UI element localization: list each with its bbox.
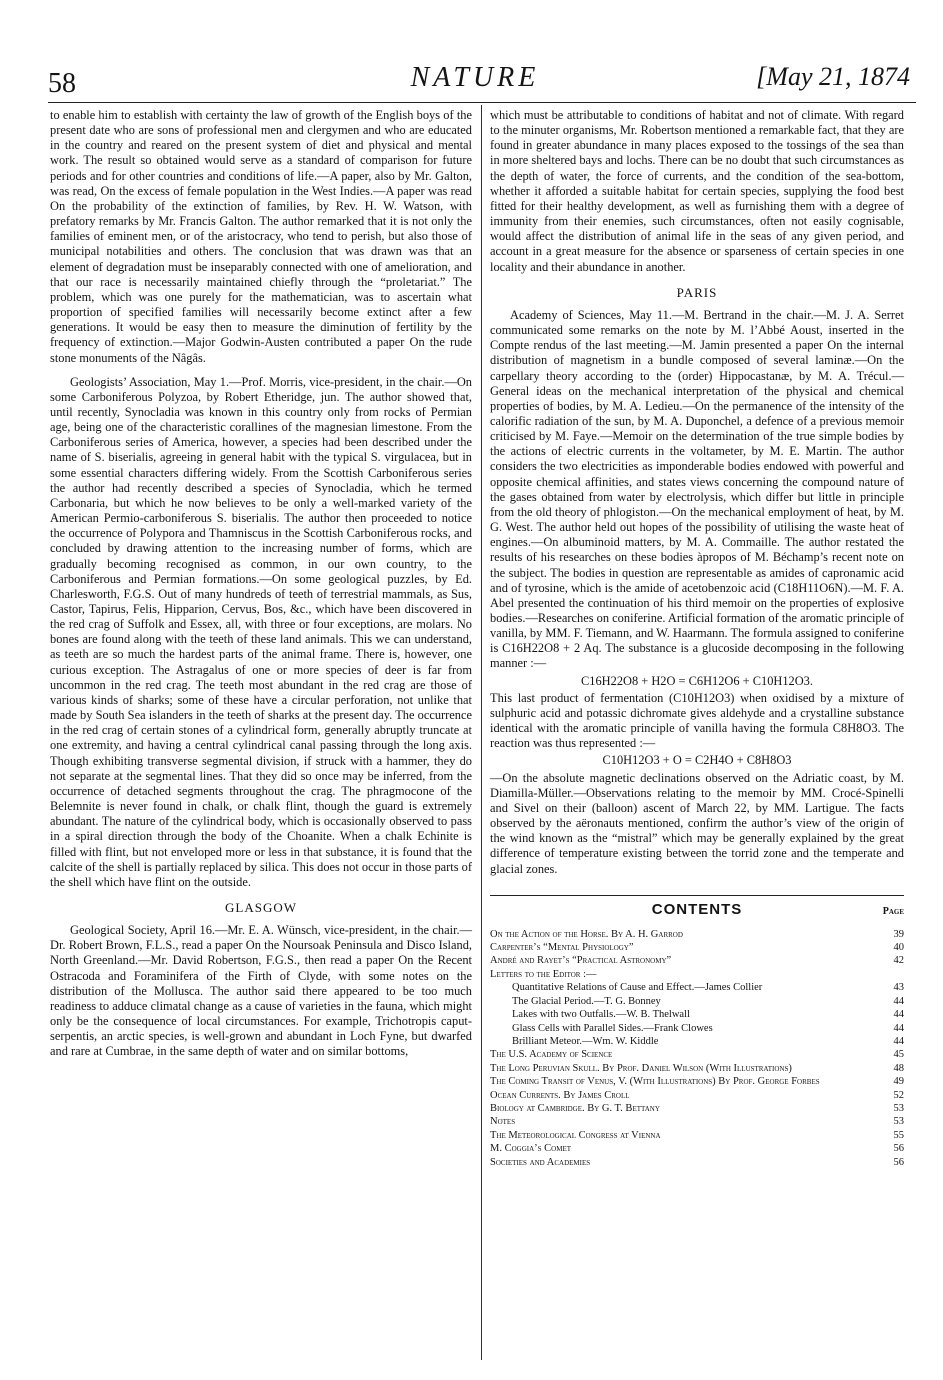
- contents-item-title: Carpenter’s “Mental Physiology”: [490, 942, 634, 954]
- geologists-association-paragraph: Geologists’ Association, May 1.—Prof. Morris, vice-president, in the chair.—On some Carboniferous Polyzoa, by Robert Etheridge, jun. The author showed that, until recently, Synocladia was known in this country only from rocks of Permian age, being one of the characteristic corallines of the magnesian limestone. From the Carboniferous series of America, however, a species had been described under the name of S. biserialis, agreeing in general habit with the typical S. virgulacea, but in some essential characters differing widely. From the Scottish Carboniferous series the author had recently described a species of Synocladia, which he termed Carbonaria, but which he now believes to be only a well-marked variety of the American Permio-carboniferous S. biserialis. The author then proceeded to notice the occurrence of Polypora and Thamniscus in the Scottish Carboniferous rocks, and concluded by drawing attention to the increasing number of forms, which are gradually becoming recognised as common, in our own country, to the Carboniferous and Permian formations.—On some geological puzzles, by Ed. Charlesworth, F.G.S. Out of many hundreds of teeth of terrestrial mammals, as Sus, Castor, Tapirus, Felis, Hipparion, Cervus, Bos, &c., which have been discovered in the red crag of Suffolk and Essex, all, with three or four exceptions, are molars. No bones are found along with the teeth of these land animals. This we can understand, as teeth are so much the hardest parts of the animal frame. There is, however, one curious exception. The Astragalus of one or more species of deer is far from uncommon in the red crag. The teeth most abundant in the red crag are those of various kinds of sharks; some of these have a circular perforation, not unlike that made by South Sea islanders in the teeth of sharks at the present day. The occurrence in the red crag of certain stones of a cylindrical form, generally abruptly truncate at one extremity, and having a central cylindrical canal passing through the long axis. Though exhibiting transverse segmental division, if struck with a hammer, they do not separate at the segmental lines. That they did so once may be inferred, from the occurrence of detached segments throughout the crag. The phragmocone of the Belemnite is never found in chalk, or chalk flint, though the guard is extremely abundant. The nature of the cylindrical body, which is occasionally observed to pass in a spiral direction through the body of the Choanite. When a chalk Echinite is filled with flint, but not enveloped more or less in that substance, it is found that the calcite of the shell is partially replaced by silica. This does not occur in those parts of the shell which have flint on the outside.: [50, 374, 472, 889]
- contents-item-page: 44: [893, 1035, 904, 1047]
- contents-item-page: 55: [893, 1129, 904, 1141]
- contents-item-page: 45: [893, 1049, 904, 1061]
- contents-item-page: 39: [893, 928, 904, 940]
- contents-item-page: 40: [893, 942, 904, 954]
- contents-item: [490, 1142, 904, 1155]
- contents-item: [490, 1089, 904, 1102]
- contents-item-title: Glass Cells with Parallel Sides.—Frank Clowes: [512, 1022, 713, 1034]
- contents-item-page: 53: [893, 1102, 904, 1114]
- contents-item-title: The Glacial Period.—T. G. Bonney: [512, 995, 661, 1007]
- contents-item: [490, 1048, 904, 1061]
- contents-item-page: 52: [893, 1089, 904, 1101]
- contents-item-page: 49: [893, 1076, 904, 1088]
- column-divider: [481, 105, 482, 1360]
- contents-item-page: 56: [893, 1156, 904, 1168]
- galton-paragraph: to enable him to establish with certainty the law of growth of the English boys of the present date who are sons of professional men and clergymen and who are educated in the country and reared on the present system of diet and physical and mental work. The result so obtained would serve as a standard of comparison for future periods and for other countries and conditions of life.—A paper, also by Mr. Galton, was read, On the excess of female population in the West Indies.—A paper was read On the probability of the extinction of families, by Rev. H. W. Watson, with prefatory remarks by Mr. Francis Galton. The author remarked that it is not only the families of eminent men, or of the aristocracy, who tend to perish, but also those of municipal notabilities and others. The conclusion that was drawn was that an element of degradation must be inseparably connected with one of amelioration, and that our race is necessarily maintained chiefly through the “proletariat.” The problem, which was one purely for the mathematician, was to ascertain what proportion of specified families will necessarily become extinct after a few generations. It would be easy then to measure the diminution of fertility by the frequency of extinction.—Major Godwin-Austen contributed a paper On the rude stone monuments of the Nâgâs.: [50, 108, 472, 365]
- contents-item-title: Lakes with two Outfalls.—W. B. Thelwall: [512, 1009, 690, 1021]
- formula-reaction: C10H12O3 + O = C2H4O + C8H8O3: [602, 753, 792, 768]
- fermentation-paragraph: This last product of fermentation (C10H12O3) when oxidised by a mixture of sulphuric acid and potassic dichromate gives aldehyde and a crystalline substance identical with the aromatic principle of vanilla having the formula C8H8O3. The reaction was thus represented :—: [490, 690, 904, 751]
- left-column: [50, 108, 472, 1060]
- contents-list: [490, 928, 904, 1169]
- contents-item-page: 44: [893, 1009, 904, 1021]
- contents-item-title: The Coming Transit of Venus, V. (With Illustrations) By Prof. George Forbes: [490, 1076, 820, 1088]
- contents-item: [490, 1022, 904, 1035]
- contents-item-title: Ocean Currents. By James Croll: [490, 1089, 630, 1101]
- robertson-continuation-paragraph: which must be attributable to conditions of habitat and not of climate. With regard to the minuter organisms, Mr. Robertson mentioned a remarkable fact, that they are found in greater abundance in many places exposed to the tossings of the sea than in more sheltered bays and lochs. There can be no doubt that such circumstances as the depth of water, the force of currents, and the condition of the sea-bottom, whether it afforded a suitable habitat for certain species, supplying the food best fitted for their healthy development, as well as furnishing them with a degree of immunity from their enemies, such circumstances, often not easily cognisable, would affect the distribution of animal life in the seas of any given period, and account in a great measure for the absence or sparseness of certain species in one locality and their abundance in another.: [490, 108, 904, 274]
- contents-item-title: Letters to the Editor :—: [490, 968, 597, 980]
- contents-item: [490, 1129, 904, 1142]
- glasgow-heading: GLASGOW: [225, 899, 297, 915]
- contents-item: [490, 995, 904, 1008]
- contents-item: [490, 968, 904, 981]
- contents-item-title: The U.S. Academy of Science: [490, 1049, 613, 1061]
- contents-item-page: 42: [893, 955, 904, 967]
- issue-date: [May 21, 1874: [756, 62, 910, 91]
- contents-item-page: 56: [893, 1143, 904, 1155]
- contents-item: [490, 1035, 904, 1048]
- page-number: 58: [48, 68, 76, 99]
- contents-item-page: 44: [893, 995, 904, 1007]
- contents-item-title: Quantitative Relations of Cause and Effect.—James Collier: [512, 982, 763, 994]
- glasgow-geological-society-paragraph: Geological Society, April 16.—Mr. E. A. Wünsch, vice-president, in the chair.—Dr. Robert Brown, F.L.S., read a paper On the Noursoak Peninsula and Disco Island, North Greenland.—Mr. David Robertson, F.G.S., then read a paper On the Recent Ostracoda and Foraminifera of the Firth of Clyde, with some notes on the distribution of the Mollusca. The author said there appeared to be too much readiness to adduce climatal change as a cause of varieties in the fauna, which might only be the consequence of local circumstances. For example, Trichotropis caput-serpentis, an arctic species, is well-grown and abundant in Loch Fyne, but dwarfed and rare at Cumbrae, in the same depth of water and on similar bottoms,: [50, 923, 472, 1059]
- contents-item: [490, 1008, 904, 1021]
- contents-item-page: 53: [893, 1116, 904, 1128]
- contents-section: [490, 895, 904, 1169]
- declinations-paragraph: —On the absolute magnetic declinations observed on the Adriatic coast, by M. Diamilla-Müller.—Observations relating to the memoir by MM. Crocé-Spinelli and Sivel on their (balloon) ascent of March 22, by MM. Lartigue. The facts observed by the aëronauts mentioned, confirm the author’s view of the origin of the wind known as the “mistral” which may be generally explained by the great difference of temperature existing between the torrid zone and the temperate and glacial zones.: [490, 770, 904, 876]
- journal-title: NATURE: [410, 62, 540, 93]
- contents-item: [490, 1156, 904, 1169]
- contents-item: [490, 1075, 904, 1088]
- contents-item-page: 48: [893, 1062, 904, 1074]
- contents-item: [490, 1062, 904, 1075]
- contents-item: [490, 941, 904, 954]
- contents-item: [490, 954, 904, 967]
- header-rule: [48, 102, 916, 103]
- contents-item-page: [880, 968, 904, 981]
- contents-page-heading: Page: [882, 905, 904, 917]
- page-header: [40, 60, 910, 100]
- formula-coniferine: C16H22O8 + H2O = C6H12O6 + C10H12O3.: [581, 673, 813, 688]
- contents-item-title: Notes: [490, 1116, 516, 1128]
- contents-item: [490, 981, 904, 994]
- contents-item-title: The Long Peruvian Skull. By Prof. Daniel Wilson (With Illustrations): [490, 1062, 792, 1074]
- contents-item-title: The Meteorological Congress at Vienna: [490, 1129, 661, 1141]
- contents-item: [490, 928, 904, 941]
- contents-item-page: 43: [893, 982, 904, 994]
- paris-heading: PARIS: [676, 284, 718, 300]
- contents-item-page: 44: [893, 1022, 904, 1034]
- contents-item: [490, 1115, 904, 1128]
- right-column: [490, 108, 904, 1169]
- contents-item-title: André and Rayet’s “Practical Astronomy”: [490, 955, 672, 967]
- contents-item-title: M. Coggia’s Comet: [490, 1143, 571, 1155]
- contents-header: [490, 902, 904, 924]
- contents-item-title: Biology at Cambridge. By G. T. Bettany: [490, 1102, 660, 1114]
- contents-title: CONTENTS: [651, 900, 743, 918]
- contents-item-title: Brilliant Meteor.—Wm. W. Kiddle: [512, 1035, 659, 1047]
- academy-of-sciences-paragraph: Academy of Sciences, May 11.—M. Bertrand in the chair.—M. J. A. Serret communicated some remarks on the note by M. l’Abbé Aoust, inserted in the Compte rendus of the last meeting.—M. Jamin presented a paper On the internal distribution of magnetism in a bundle composed of several laminæ.—On the carpellary theory according to the (order) Hippocastanæ, by M. A. Trécul.—General ideas on the mechanical interpretation of the physical and chemical properties of bodies, by M. A. Ledieu.—On the permanence of the intensity of the calorific radiation of the sun, by M. A. Duponchel, a defence of a previous memoir criticised by M. Faye.—Memoir on the determination of the true simple bodies by the actions of electric currents in the voltameter, by M. E. Martin. The author considers the two electricities as imponderable bodies endowed with powerful and opposite chemical affinities, and states views concerning the compound nature of the gases obtained from water by electrolysis, which differ but little in principle from the old theory of phlogiston.—On the mechanical employment of heat, by M. G. West. The author held out hopes of the possibility of utilising the waste heat of engines.—On albuminoid matters, by M. A. Commaille. The author restated the results of his researches on these bodies àpropos of M. Béchamp’s recent note on the subject. The bodies in question are representable as amides of capronamic acid and of tyrosine, which is the amide of acetobenzoic acid (C18H11O6N).—M. F. A. Abel presented the continuation of his third memoir on the properties of explosive bodies.—Researches on coniferine. Artificial formation of the aromatic principle of vanilla, by MM. F. Tiemann, and W. Haarmann. The formula assigned to coniferine is C16H22O8 + 2 Aq. The substance is a glucoside decomposing in the following manner :—: [490, 307, 904, 671]
- contents-item-title: On the Action of the Horse. By A. H. Garrod: [490, 928, 683, 940]
- contents-item-title: Societies and Academies: [490, 1156, 591, 1168]
- contents-item: [490, 1102, 904, 1115]
